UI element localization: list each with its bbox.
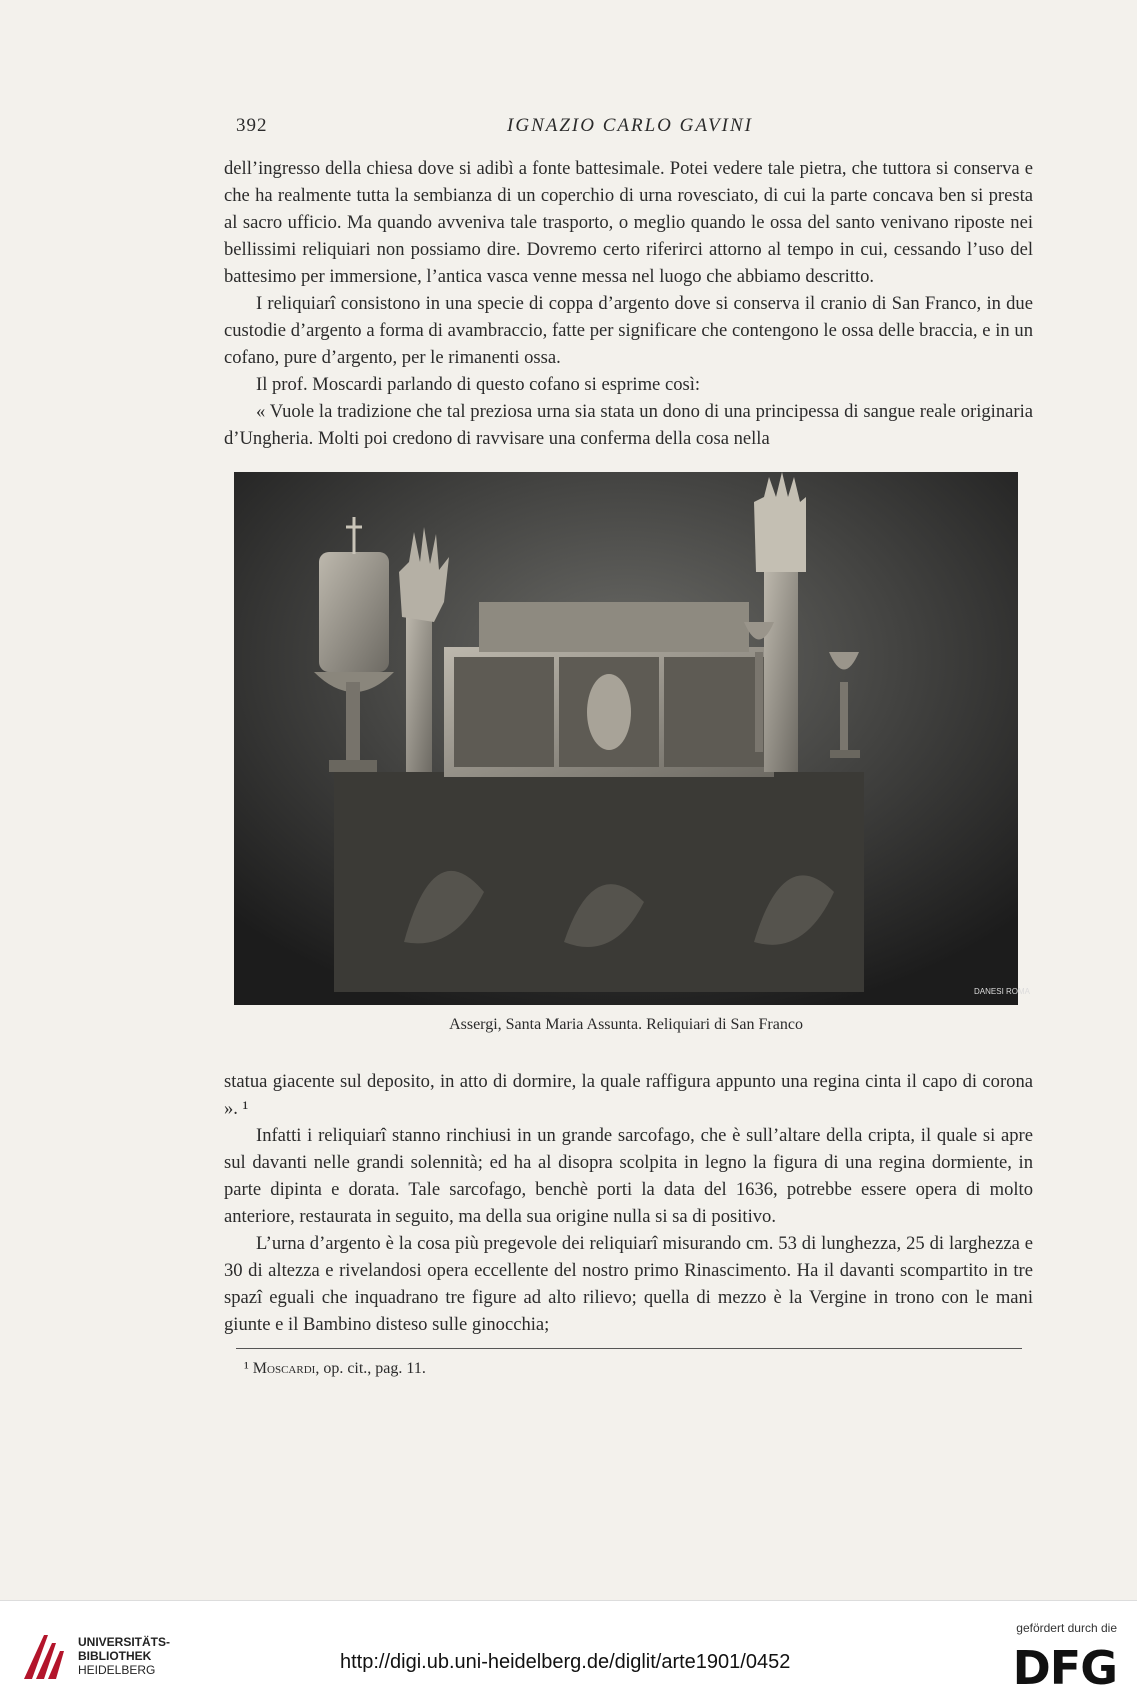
digitization-footer: [0, 1600, 1137, 1704]
institution-name: UNIVERSITÄTS- BIBLIOTHEK HEIDELBERG: [78, 1635, 171, 1677]
paragraph: dell’ingresso della chiesa dove si adibì a fonte battesimale. Potei vedere tale pietra, che tuttora si conserva e che ha realmente tutta la sembianza di un coperchio di urna rovesciato, di cui la parte concava ben si presta al sacro ufficio. Ma quando avveniva tale trasporto, o meglio quando le ossa del santo venivano riposte nei bellissimi reliquiari non possiamo dire. Dovremo certo riferirci attorno al tempo in cui, cessando l’uso del battesimo per immersione, l’antica vasca venne messa nel luogo che abbiamo descritto.: [224, 158, 1033, 287]
footnote: [244, 1360, 426, 1378]
dfg-logo: DFG: [1012, 1641, 1117, 1695]
page-number: 392: [236, 115, 268, 136]
paragraph: « Vuole la tradizione che tal preziosa urna sia stata un dono di una principessa di sangue reale originaria d’Ungheria. Molti poi credono di ravvisare una conferma della cosa nella: [224, 401, 1033, 449]
paragraph: statua giacente sul deposito, in atto di dormire, la quale raffigura appunto una regina cinta il capo di corona ». ¹: [224, 1071, 1033, 1119]
reliquary-photograph: [234, 472, 1031, 1005]
paragraph: Il prof. Moscardi parlando di questo cofano si esprime così:: [256, 374, 701, 395]
footnote-marker: ¹: [244, 1360, 249, 1377]
body-text-top: [224, 155, 1033, 452]
paragraph: L’urna d’argento è la cosa più pregevole dei reliquiarî misurando cm. 53 di lunghezza, 25 di larghezza e 30 di altezza e rivelandosi opera eccellente del nostro primo Rinascimento. Ha il davanti scompartito in tre spazî eguali che inquadrano tre figure ad alto rilievo; quella di mezzo è la Vergine in trono con le mani giunte e il Bambino disteso sulle ginocchia;: [224, 1233, 1033, 1335]
photo-credit: DANESI ROMA: [974, 987, 1031, 996]
document-url-link[interactable]: http://digi.ub.uni-heidelberg.de/diglit/arte1901/0452: [340, 1651, 791, 1673]
reliquary-illustration: [234, 472, 1031, 1005]
footnote-divider: [236, 1348, 1022, 1349]
paragraph: I reliquiarî consistono in una specie di coppa d’argento dove si conserva il cranio di San Franco, in due custodie d’argento a forma di avambraccio, fatte per significare che contengono le ossa delle braccia, e in un cofano, pure d’argento, per le rimanenti ossa.: [224, 293, 1033, 368]
page-header: [236, 115, 1024, 145]
running-title: IGNAZIO CARLO GAVINI: [507, 115, 753, 136]
figure-caption: Assergi, Santa Maria Assunta. Reliquiari di San Franco: [449, 1016, 803, 1033]
funder-label: gefördert durch die: [1016, 1621, 1117, 1635]
body-text-bottom: [224, 1068, 1033, 1338]
footnote-text: , op. cit., pag. 11.: [315, 1360, 426, 1377]
footnote-author: Moscardi: [252, 1360, 316, 1377]
university-library-logo-icon: [22, 1631, 70, 1683]
paragraph: Infatti i reliquiarî stanno rinchiusi in un grande sarcofago, che è sull’altare della cripta, il quale si apre sul davanti nelle grandi solennità; ed ha al disopra scolpita in legno la figura di una regina dormiente, in parte dipinta e dorata. Tale sarcofago, benchè porti la data del 1636, potrebbe essere opera di molto anteriore, restaurata in seguito, ma della sua origine nulla si sa di positivo.: [224, 1125, 1033, 1227]
